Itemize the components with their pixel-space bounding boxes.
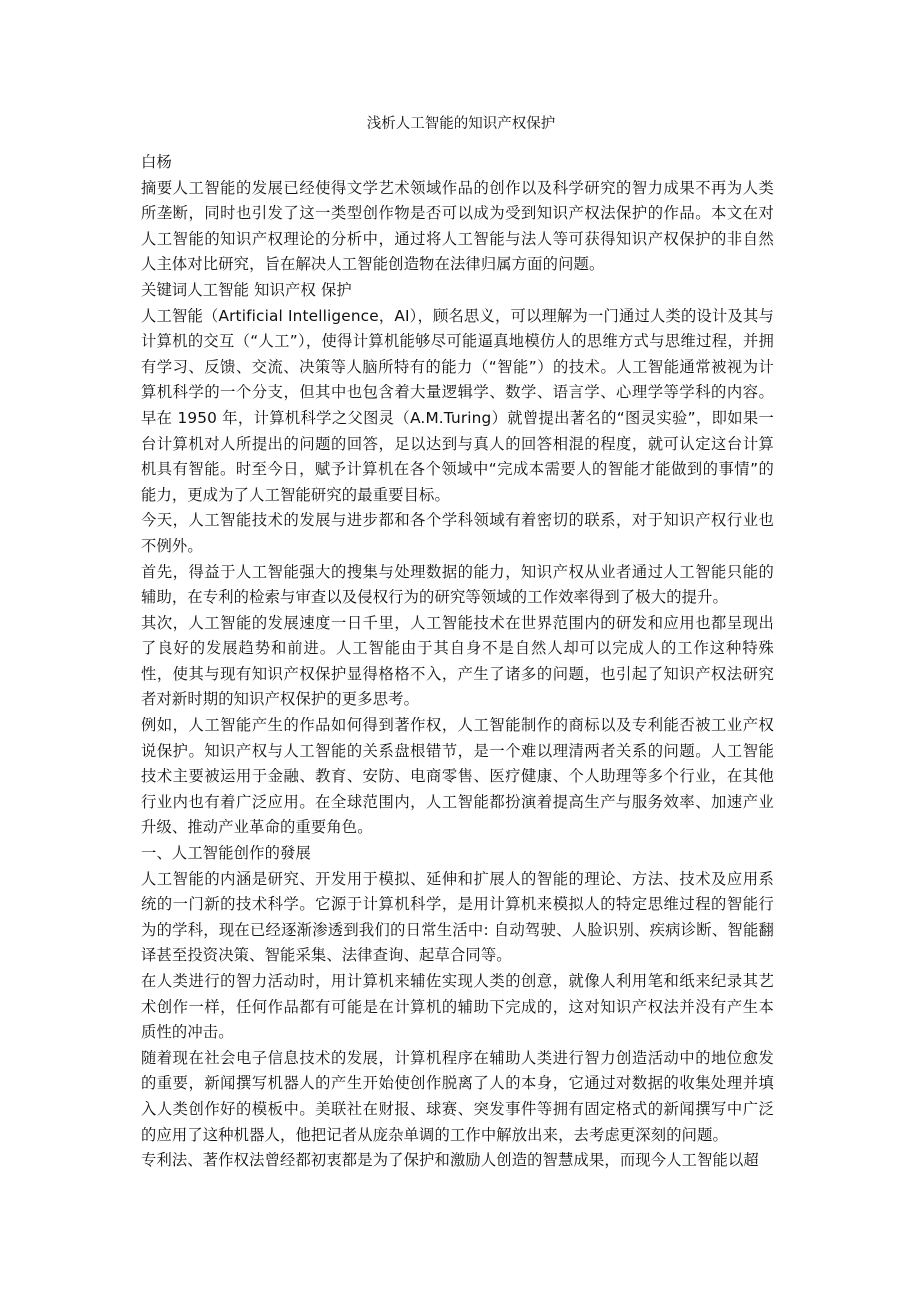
- body-paragraph: 今天，人工智能技术的发展与进步都和各个学科领域有着密切的联系，对于知识产权行业也不例外。: [141, 511, 774, 555]
- body-paragraph: 专利法、著作权法曾经都初衷都是为了保护和激励人创造的智慧成果，而现今人工智能以超: [141, 1151, 759, 1170]
- body-paragraph: 首先，得益于人工智能强大的搜集与处理数据的能力，知识产权从业者通过人工智能只能的辅助，在专利的检索与审查以及侵权行为的研究等领域的工作效率得到了极大的提升。: [141, 562, 774, 607]
- keywords-line: 关键词人工智能 知识产权 保护: [141, 280, 352, 299]
- body-paragraph: 随着现在社会电子信息技术的发展，计算机程序在辅助人类进行智力创造活动中的地位愈发的重要，新闻撰写机器人的产生开始使创作脱离了人的本身，它通过对数据的收集处理并填入人类创作好的模板中。美联社在财报、球赛、突发事件等拥有固定格式的新闻撰写中广泛的应用了这种机器人，他把记者从庞杂单调的工作中解放出来，去考虑更深刻的问题。: [141, 1048, 774, 1144]
- document-body: [141, 150, 774, 1174]
- body-paragraph: 例如，人工智能产生的作品如何得到著作权，人工智能制作的商标以及专利能否被工业产权说保护。知识产权与人工智能的关系盘根错节，是一个难以理清两者关系的问题。人工智能技术主要被运用于金融、教育、安防、电商零售、医疗健康、个人助理等多个行业，在其他行业内也有着广泛应用。在全球范围内，人工智能都扮演着提高生产与服务效率、加速产业升级、推动产业革命的重要角色。: [141, 716, 774, 837]
- abstract-paragraph: 摘要人工智能的发展已经使得文学艺术领域作品的创作以及科学研究的智力成果不再为人类所垄断，同时也引发了这一类型创作物是否可以成为受到知识产权法保护的作品。本文在对人工智能的知识产权理论的分析中，通过将人工智能与法人等可获得知识产权保护的非自然人主体对比研究，旨在解决人工智能创造物在法律归属方面的问题。: [141, 178, 774, 274]
- body-paragraph: 在人类进行的智力活动时，用计算机来辅佐实现人类的创意，就像人利用笔和纸来纪录其艺术创作一样，任何作品都有可能是在计算机的辅助下完成的，这对知识产权法并没有产生本质性的冲击。: [141, 972, 774, 1042]
- body-paragraph: 人工智能（Artificial Intelligence，AI），顾名思义，可以理解为一门通过人类的设计及其与计算机的交互（“人工”），使得计算机能够尽可能逼真地模仿人的思维方式与思维过程，并拥有学习、反馈、交流、决策等人脑所特有的能力（“智能”）的技术。人工智能通常被视为计算机科学的一个分支，但其中也包含着大量逻辑学、数学、语言学、心理学等学科的内容。早在 1950 年，计算机科学之父图灵（A.M.Turing）就曾提出著名的“图灵实验”，即如果一台计算机对人所提出的问题的回答，足以达到与真人的回答相混的程度，就可认定这台计算机具有智能。时至今日，赋予计算机在各个领域中“完成本需要人的智能才能做到的事情”的能力，更成为了人工智能研究的最重要目标。: [141, 306, 774, 504]
- section-heading: 一、人工智能创作的發展: [141, 844, 311, 863]
- body-paragraph: 其次，人工智能的发展速度一日千里，人工智能技术在世界范围内的研发和应用也都呈现出了良好的发展趋势和前进。人工智能由于其自身不是自然人却可以完成人的工作这种特殊性，使其与现有知识产权保护显得格格不入，产生了诸多的问题，也引起了知识产权法研究者对新时期的知识产权保护的更多思考。: [141, 613, 774, 709]
- author-line: 白杨: [141, 153, 172, 171]
- body-paragraph: 人工智能的内涵是研究、开发用于模拟、延伸和扩展人的智能的理论、方法、技术及应用系统的一门新的技术科学。它源于计算机科学，是用计算机来模拟人的特定思维过程的智能行为的学科，现在已经逐渐渗透到我们的日常生活中: 自动驾驶、人脸识别、疾病诊断、智能翻译甚至投资决策、智能采集、法律查询、起草合同等。: [141, 869, 774, 965]
- document-title: 浅析人工智能的知识产权保护: [366, 116, 556, 132]
